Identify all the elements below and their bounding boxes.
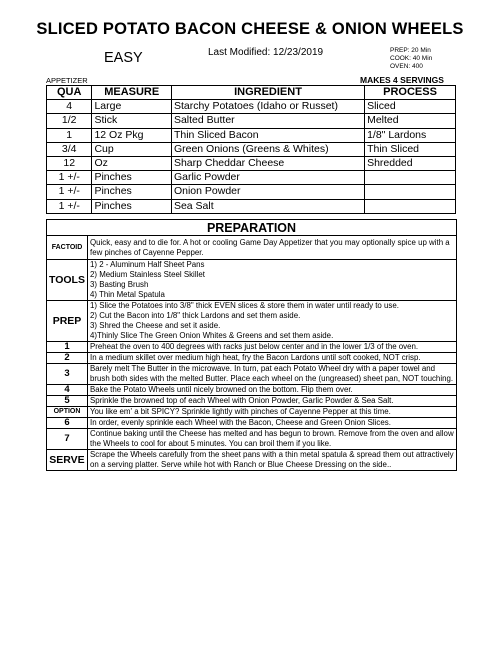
step-text: In order, evenly sprinkle each Wheel with the Bacon, Cheese and Green Onion Slices. [88, 418, 457, 429]
step-label: 4 [47, 385, 88, 396]
step-text: Bake the Potato Wheels until nicely browned on the bottom. Flip them over. [88, 385, 457, 396]
quantity-cell: 3/4 [47, 142, 92, 156]
servings-label: MAKES 4 SERVINGS [360, 75, 444, 85]
step-label: 2 [47, 353, 88, 364]
column-header: QUA [47, 86, 92, 100]
cook-time: COOK: 40 Min [390, 55, 433, 62]
measure-cell: Pinches [92, 171, 172, 185]
step-text: Barely melt The Butter in the microwave. In turn, pat each Potato Wheel dry with a paper towel and brush both sides with the melted Butter. Place each wheel on the (ungreased) sheet pan, NOT touching. [88, 364, 457, 385]
step-label: 3 [47, 364, 88, 385]
ingredient-row [47, 114, 456, 128]
process-cell: Sliced [365, 100, 456, 114]
prep-item: 4)Thinly Slice The Green Onion Whites & Greens and set them aside. [90, 331, 334, 340]
ingredient-row [47, 142, 456, 156]
step-row [47, 385, 457, 396]
difficulty-label: EASY [104, 50, 143, 66]
step-row [47, 396, 457, 407]
preparation-heading: PREPARATION [47, 220, 457, 236]
step-row [47, 450, 457, 471]
process-cell: 1/8" Lardons [365, 128, 456, 142]
prep-item: 1) Slice the Potatoes into 3/8" thick EVEN slices & store them in water until ready to use. [90, 301, 399, 310]
prep-time: PREP: 20 Min [390, 47, 431, 54]
prep-list [88, 301, 457, 342]
column-header: MEASURE [92, 86, 172, 100]
step-label: SERVE [47, 450, 88, 471]
ingredient-row [47, 100, 456, 114]
ingredient-row [47, 199, 456, 213]
quantity-cell: 1 +/- [47, 185, 92, 199]
ingredient-cell: Onion Powder [171, 185, 364, 199]
step-label: 5 [47, 396, 88, 407]
ingredient-row [47, 156, 456, 170]
process-cell [365, 171, 456, 185]
step-label: 6 [47, 418, 88, 429]
process-cell: Melted [365, 114, 456, 128]
tool-item: 3) Basting Brush [90, 280, 149, 289]
ingredient-cell: Garlic Powder [171, 171, 364, 185]
ingredient-cell: Starchy Potatoes (Idaho or Russet) [171, 100, 364, 114]
step-label: OPTION [47, 407, 88, 418]
column-header: INGREDIENT [171, 86, 364, 100]
process-cell [365, 185, 456, 199]
prep-item: 2) Cut the Bacon into 1/8" thick Lardons and set them aside. [90, 311, 301, 320]
step-text: Scrape the Wheels carefully from the sheet pans with a thin metal spatula & spread them out attractively on a serving platter. Serve while hot with Ranch or Blue Cheese Dressing on the side.. [88, 450, 457, 471]
tools-label: TOOLS [47, 260, 88, 301]
tool-item: 2) Medium Stainless Steel Skillet [90, 270, 205, 279]
quantity-cell: 1 +/- [47, 171, 92, 185]
prep-item: 3) Shred the Cheese and set it aside. [90, 321, 221, 330]
step-row [47, 429, 457, 450]
step-row [47, 364, 457, 385]
step-row [47, 353, 457, 364]
quantity-cell: 4 [47, 100, 92, 114]
process-cell: Thin Sliced [365, 142, 456, 156]
step-text: You like em' a bit SPICY? Sprinkle lightly with pinches of Cayenne Pepper at this time. [88, 407, 457, 418]
process-cell [365, 199, 456, 213]
step-label: 7 [47, 429, 88, 450]
preparation-table [46, 219, 457, 471]
tool-item: 4) Thin Metal Spatula [90, 290, 165, 299]
measure-cell: Cup [92, 142, 172, 156]
ingredient-cell: Green Onions (Greens & Whites) [171, 142, 364, 156]
quantity-cell: 1 +/- [47, 199, 92, 213]
ingredient-cell: Salted Butter [171, 114, 364, 128]
quantity-cell: 12 [47, 156, 92, 170]
quantity-cell: 1/2 [47, 114, 92, 128]
recipe-title: SLICED POTATO BACON CHEESE & ONION WHEELS [36, 20, 464, 38]
step-row [47, 418, 457, 429]
ingredients-table [46, 85, 456, 214]
tools-list [88, 260, 457, 301]
oven-temp: OVEN: 400 [390, 63, 423, 70]
measure-cell: Pinches [92, 185, 172, 199]
prep-label: PREP [47, 301, 88, 342]
category-label: APPETIZER [46, 76, 88, 85]
step-text: Sprinkle the browned top of each Wheel with Onion Powder, Garlic Powder & Sea Salt. [88, 396, 457, 407]
step-row [47, 342, 457, 353]
ingredient-cell: Sharp Cheddar Cheese [171, 156, 364, 170]
tool-item: 1) 2 - Aluminum Half Sheet Pans [90, 260, 205, 269]
ingredient-cell: Thin Sliced Bacon [171, 128, 364, 142]
step-row [47, 407, 457, 418]
last-modified: Last Modified: 12/23/2019 [208, 47, 324, 58]
measure-cell: Stick [92, 114, 172, 128]
quantity-cell: 1 [47, 128, 92, 142]
step-text: Continue baking until the Cheese has melted and has begun to brown. Remove from the oven and allow the Wheels to cool for about 5 minutes. You can broil them if you like. [88, 429, 457, 450]
ingredient-row [47, 185, 456, 199]
time-info [390, 47, 432, 71]
process-cell: Shredded [365, 156, 456, 170]
ingredients-header-row [47, 86, 456, 100]
ingredient-row [47, 171, 456, 185]
step-label: 1 [47, 342, 88, 353]
ingredient-row [47, 128, 456, 142]
measure-cell: 12 Oz Pkg [92, 128, 172, 142]
measure-cell: Oz [92, 156, 172, 170]
step-text: In a medium skillet over medium high heat, fry the Bacon Lardons until soft cooked, NOT crisp. [88, 353, 457, 364]
factoid-text: Quick, easy and to die for. A hot or cooling Game Day Appetizer that you may optionally spice up with a few pinches of Cayenne Pepper. [88, 236, 457, 260]
measure-cell: Large [92, 100, 172, 114]
factoid-label: FACTOID [47, 236, 88, 260]
measure-cell: Pinches [92, 199, 172, 213]
step-text: Preheat the oven to 400 degrees with racks just below center and in the lower 1/3 of the oven. [88, 342, 457, 353]
column-header: PROCESS [365, 86, 456, 100]
ingredient-cell: Sea Salt [171, 199, 364, 213]
